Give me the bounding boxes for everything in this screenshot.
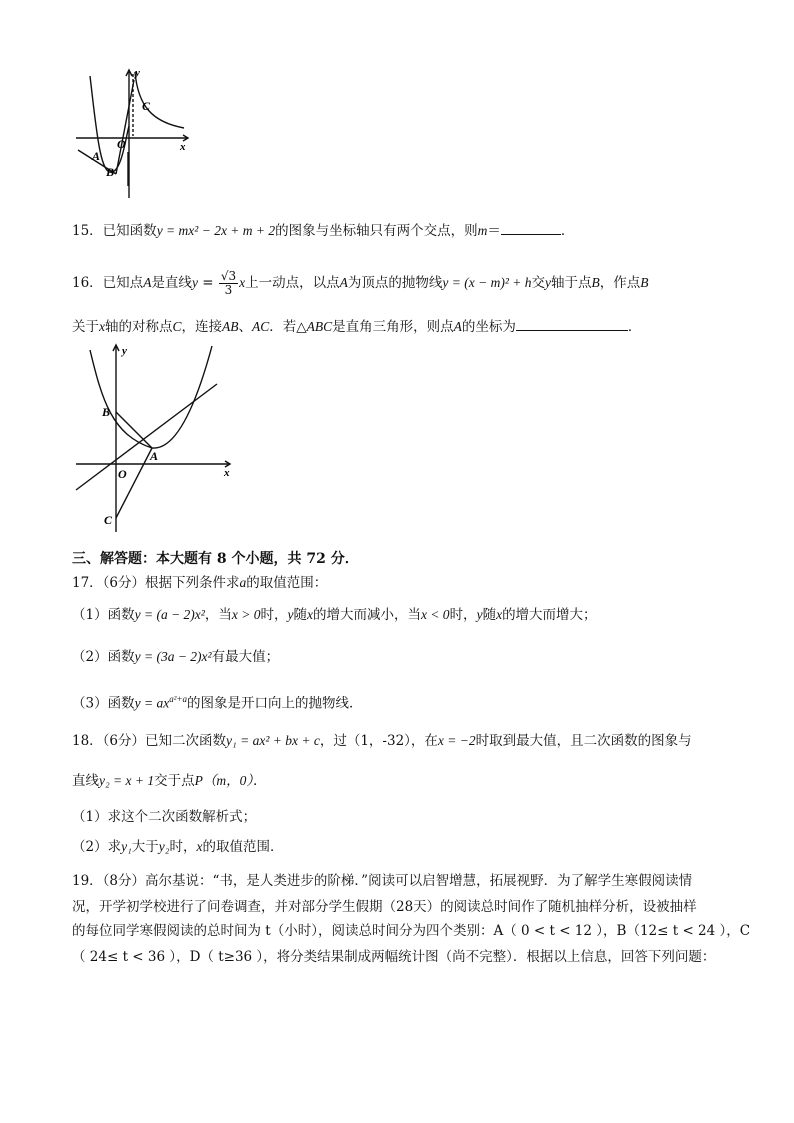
question-18-line-1 bbox=[72, 732, 692, 750]
q16-text-5: 交 bbox=[531, 275, 545, 291]
question-17-stem bbox=[72, 574, 327, 592]
q16-fraction bbox=[219, 270, 238, 297]
q15-prefix: 15．已知函数 bbox=[72, 223, 157, 239]
q16-l2-c-point: C bbox=[172, 319, 182, 334]
fig2-label-o: O bbox=[118, 467, 127, 481]
question-18-line-2 bbox=[72, 772, 267, 790]
q15-suffix: 的图象与坐标轴只有两个交点，则 bbox=[275, 223, 478, 239]
q17-p3-a: （3）函数 bbox=[72, 695, 135, 712]
q15-var: m bbox=[477, 223, 488, 238]
question-16-line-2: 关于x轴的对称点C，连接AB、AC．若△ABC是直角三角形，则点A的坐标为 ． bbox=[72, 316, 641, 336]
q16-parabola: y = (x − m)² + h bbox=[442, 275, 532, 290]
q15-function: y = mx² − 2x + m + 2 bbox=[156, 223, 276, 238]
question-19-line-1: 19．（8分）高尔基说：“书，是人类进步的阶梯．”阅读可以启智增慧，拓展视野．为了解学生寒假阅读情 bbox=[72, 873, 693, 889]
q17-p2-b: 有最大值； bbox=[211, 649, 280, 665]
question-18-part-2 bbox=[72, 838, 283, 856]
q18-p2-y1: y₁ bbox=[121, 839, 132, 854]
question-16-line-1 bbox=[72, 269, 649, 297]
fig2-label-c: C bbox=[104, 513, 113, 527]
q16-point-a-2: A bbox=[339, 275, 348, 290]
q16-l2-c: ，连接 bbox=[181, 319, 223, 335]
q18-c: 时取到最大值，且二次函数的图象与 bbox=[475, 733, 692, 749]
fig2-label-a: A bbox=[150, 449, 159, 463]
q16-text-2: 是直线 bbox=[151, 275, 192, 291]
q16-l2-a-point: A bbox=[453, 319, 462, 334]
fig2-label-y: y bbox=[122, 345, 127, 357]
fig1-label-y: y bbox=[135, 67, 140, 79]
q16-text-3: 上一动点，以点 bbox=[245, 275, 340, 291]
q18-p2-d: 的取值范围． bbox=[202, 839, 284, 855]
question-17-part-1: （1）函数y = (a − 2)x²，当x > 0时，y随x的增大而减小，当x < 0时，y随x的增大而增大； bbox=[72, 607, 597, 623]
q15-eq: ＝ bbox=[487, 223, 501, 239]
q16-text-1: 16．已知点 bbox=[72, 275, 144, 291]
q18-func1: y₁ = ax² + bx + c bbox=[226, 733, 320, 748]
q16-y-2: y bbox=[544, 275, 551, 290]
q17-p1-d: 时， bbox=[260, 607, 288, 623]
q17-p1-cond2: x < 0 bbox=[420, 607, 450, 622]
q15-end: ． bbox=[560, 223, 575, 239]
q16-point-b-2: B bbox=[640, 275, 649, 290]
q16-text-7: ，作点 bbox=[599, 275, 641, 291]
q16-l2-d: ．若 bbox=[269, 319, 297, 335]
q17-p1-a: （1）函数 bbox=[72, 607, 135, 623]
q17-p3-func: y = ax bbox=[134, 695, 170, 711]
q17-p1-f: 的增大而减小，当 bbox=[312, 607, 421, 623]
q17-a: a bbox=[239, 575, 247, 590]
q17-p3-exp: a²+a bbox=[169, 694, 187, 704]
q17-stem-end: 的取值范围： bbox=[246, 575, 328, 591]
q18-p2-y2: y₂ bbox=[158, 839, 170, 854]
q17-p1-g: 时， bbox=[449, 607, 477, 623]
figure-1-graph bbox=[72, 66, 194, 201]
q18-p2-b: 大于 bbox=[131, 839, 159, 855]
q16-l2-ac: AC bbox=[252, 319, 270, 334]
question-17-part-2 bbox=[72, 648, 279, 666]
question-19-line-3: 的每位同学寒假阅读的总时间为 t（小时），阅读总时间分为四个类别：A（ 0 < t < 12 ），B（12≤ t < 24 ），C bbox=[72, 923, 751, 939]
q18-d: 直线 bbox=[72, 773, 99, 789]
q18-a: 18．（6分）已知二次函数 bbox=[72, 733, 227, 749]
q16-y: y bbox=[191, 275, 198, 290]
fig1-label-c: C bbox=[142, 99, 151, 113]
q16-l2-x: x bbox=[99, 319, 105, 334]
q16-l2-e: 是直角三角形，则点 bbox=[332, 319, 454, 335]
q16-l2-b: 轴的对称点 bbox=[105, 319, 173, 335]
q18-p2-c: 时， bbox=[169, 839, 197, 855]
fig1-label-x: x bbox=[180, 141, 186, 153]
q16-point-b: B bbox=[591, 275, 600, 290]
q17-p2-a: （2）函数 bbox=[72, 649, 135, 665]
q18-point-p: P（m，0） bbox=[194, 773, 254, 788]
fig2-line bbox=[76, 384, 217, 490]
q16-eq: = bbox=[202, 275, 214, 291]
fig1-label-a: A bbox=[92, 149, 101, 163]
q15-answer-blank[interactable] bbox=[501, 220, 561, 235]
q17-p1-b: ，当 bbox=[204, 607, 232, 623]
fig2-label-b: B bbox=[102, 405, 111, 419]
q16-l2-end: ． bbox=[627, 319, 642, 335]
fig2-label-x: x bbox=[224, 467, 230, 479]
q16-x: x bbox=[239, 275, 246, 290]
q18-f: ． bbox=[253, 773, 267, 789]
q16-l2-triangle: △ABC bbox=[296, 319, 333, 334]
q18-func2: y₂ = x + 1 bbox=[99, 773, 155, 788]
q17-p1-cond1: x > 0 bbox=[231, 607, 261, 622]
q16-fraction-num: √3 bbox=[220, 269, 237, 283]
q17-p1-h: 随 bbox=[482, 607, 497, 623]
figure-2-graph bbox=[72, 340, 236, 536]
q16-text-4: 为顶点的抛物线 bbox=[347, 275, 443, 291]
q17-p1-i: 的增大而增大； bbox=[502, 607, 597, 623]
question-19-line-4: （ 24≤ t < 36 ），D（ t≥36 ），将分类结果制成两幅统计图（尚不完整）．根据以上信息，回答下列问题： bbox=[72, 949, 716, 965]
q17-p3-b: 的图象是开口向上的抛物线． bbox=[186, 695, 363, 712]
q17-p2-func: y = (3a − 2)x² bbox=[134, 649, 212, 664]
q16-l2-ab: AB bbox=[222, 319, 239, 334]
q16-text-6: 轴于点 bbox=[550, 275, 592, 291]
q16-point-a: A bbox=[143, 275, 152, 290]
q18-p2-x: x bbox=[196, 839, 203, 854]
question-19-line-2: 况，开学初学校进行了问卷调查，并对部分学生假期（28天）的阅读总时间作了随机抽样分析，设被抽样 bbox=[72, 899, 697, 915]
q17-p1-e: 随 bbox=[293, 607, 307, 623]
q16-l2-a: 关于 bbox=[72, 319, 99, 335]
q18-e: 交于点 bbox=[154, 773, 195, 789]
q16-answer-blank[interactable] bbox=[516, 316, 628, 331]
question-17-part-3 bbox=[72, 690, 362, 713]
fig1-label-b: B bbox=[106, 165, 115, 179]
q18-b: ，过（1，-32），在 bbox=[319, 733, 438, 749]
q18-cond: x = −2 bbox=[437, 733, 476, 748]
q17-stem: 17．（6分）根据下列条件求 bbox=[72, 575, 240, 591]
fig1-label-o: O bbox=[117, 137, 126, 151]
q16-fraction-den: 3 bbox=[224, 283, 233, 297]
question-15 bbox=[72, 220, 574, 240]
q18-p2-a: （2）求 bbox=[72, 839, 122, 855]
section-3-title: 三、解答题：本大题有 8 个小题，共 72 分． bbox=[72, 551, 359, 567]
q17-p1-func: y = (a − 2)x² bbox=[134, 607, 205, 622]
q16-l2-f: 的坐标为 bbox=[461, 319, 516, 335]
question-18-part-1: （1）求这个二次函数解析式； bbox=[72, 809, 257, 825]
